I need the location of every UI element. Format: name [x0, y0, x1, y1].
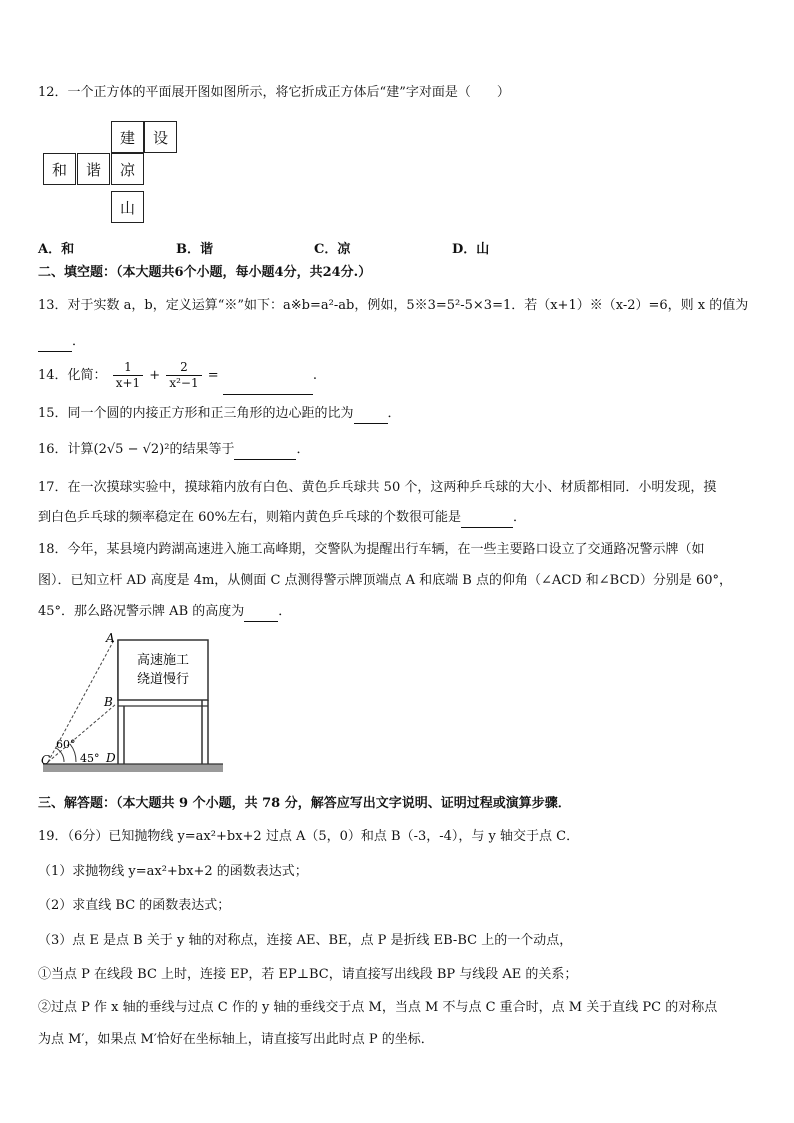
- cube-net-figure: [43, 121, 183, 225]
- question-17-line2: 到白色乒乓球的频率稳定在 60%左右，则箱内黄色乒乓球的个数很可能是 ．: [38, 509, 526, 528]
- answer-blank: [244, 603, 278, 622]
- question-19-sub2-line2: 为点 M′，如果点 M′恰好在坐标轴上，请直接写出此时点 P 的坐标．: [38, 1032, 434, 1047]
- label-c: C: [41, 753, 51, 767]
- label-d: D: [106, 751, 116, 765]
- label-a: A: [106, 631, 115, 645]
- option-d: D．山: [452, 242, 490, 257]
- net-cell-jian: 建: [111, 121, 144, 153]
- question-19-part1: （1）求抛物线 y=ax²+bx+2 的函数表达式；: [38, 864, 308, 879]
- question-19-sub2-line1: ②过点 P 作 x 轴的垂线与过点 C 作的 y 轴的垂线交于点 M，当点 M 不与点 C 重合时，点 M 关于直线 PC 的对称点: [38, 1000, 718, 1015]
- section-2-heading: 二、填空题：（本大题共6个小题，每小题4分，共24分.）: [38, 265, 372, 280]
- label-45: 45°: [80, 752, 100, 765]
- question-17-line1: 17．在一次摸球实验中，摸球箱内放有白色、黄色乒乓球共 50 个，这两种乒乓球的大小、材质都相同．小明发现，摸: [38, 480, 717, 495]
- question-19-part2: （2）求直线 BC 的函数表达式；: [38, 898, 231, 913]
- question-18-line2: 图）．已知立杆 AD 高度是 4m，从侧面 C 点测得警示牌顶端点 A 和底端 B 点的仰角（∠ACD 和∠BCD）分别是 60°，: [38, 573, 733, 588]
- net-cell-shan: 山: [111, 191, 144, 223]
- ground: [43, 764, 223, 772]
- road-sign-figure: [38, 630, 228, 780]
- question-18-line1: 18．今年，某县境内跨湖高速进入施工高峰期，交警队为提醒出行车辆，在一些主要路口设立了交通路况警示牌（如: [38, 542, 705, 557]
- sign-text-2: 绕道慢行: [136, 672, 190, 687]
- sign-board: [118, 640, 208, 700]
- question-13-line1: 13．对于实数 a，b，定义运算“※”如下：a※b=a²-ab，例如，5※3=5²-5×3=1．若（x+1）※（x-2）=6，则 x 的值为: [38, 298, 749, 313]
- answer-blank: [38, 333, 72, 352]
- question-16: 16．计算(2√5 − √2)²的结果等于 ．: [38, 441, 309, 460]
- question-14: 14．化简： $\frac{1}{x+1}$ + $\frac{2}{\text{x²−1}}$ = .: [38, 358, 317, 395]
- answer-blank: [223, 358, 313, 395]
- label-b: B: [104, 695, 113, 709]
- section-3-heading: 三、解答题：（本大题共 9 个小题，共 78 分，解答应写出文字说明、证明过程或演算步骤．: [38, 796, 571, 811]
- option-c: C．凉: [314, 242, 351, 257]
- net-cell-he: 和: [43, 153, 76, 185]
- question-19-stem: 19．（6分）已知抛物线 y=ax²+bx+2 过点 A（5，0）和点 B（-3，-4），与 y 轴交于点 C．: [38, 829, 580, 844]
- answer-blank: [461, 509, 513, 528]
- question-19-part3: （3）点 E 是点 B 关于 y 轴的对称点，连接 AE、BE，点 P 是折线 EB-BC 上的一个动点，: [38, 933, 573, 948]
- fraction-1: $\frac{1}{x+1}$: [113, 360, 143, 391]
- sign-text-1: 高速施工: [136, 653, 190, 668]
- answer-blank: [234, 441, 296, 460]
- fraction-2: $\frac{2}{\text{x²−1}}$: [166, 360, 201, 391]
- net-cell-xie: 谐: [77, 153, 110, 185]
- net-cell-she: 设: [144, 121, 177, 153]
- question-19-sub1: ①当点 P 在线段 BC 上时，连接 EP，若 EP⊥BC，请直接写出线段 BP 与线段 AE 的关系；: [38, 967, 578, 982]
- option-a: A．和: [38, 242, 75, 257]
- option-b: B．谐: [176, 242, 213, 257]
- net-cell-liang: 凉: [111, 153, 144, 185]
- question-18-line3: 45°．那么路况警示牌 AB 的高度为 ．: [38, 603, 291, 622]
- math-expression: (2√5 − √2)²: [93, 442, 170, 457]
- question-15: 15．同一个圆的内接正方形和正三角形的边心距的比为 ．: [38, 405, 401, 424]
- answer-blank: [354, 405, 388, 424]
- label-60: 60°: [56, 738, 76, 751]
- question-12-text: 12．一个正方体的平面展开图如图所示，将它折成正方体后“建”字对面是（ ）: [38, 85, 510, 100]
- question-13-line2: ．: [38, 333, 85, 352]
